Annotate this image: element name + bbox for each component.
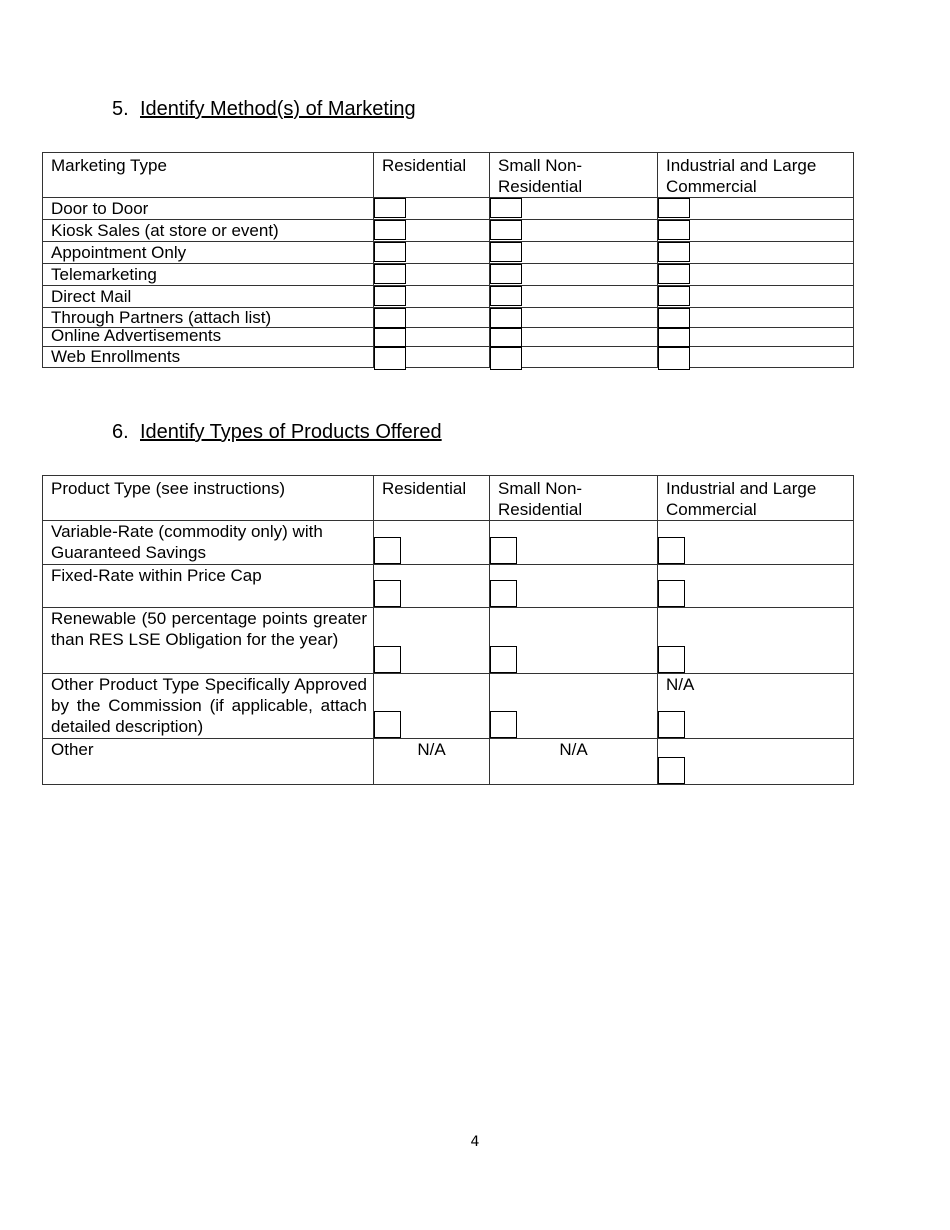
checkbox-small-non-residential[interactable] (490, 220, 522, 240)
row-label: Appointment Only (43, 242, 374, 264)
na-label: N/A (559, 740, 588, 759)
row-label: Variable-Rate (commodity only) with Guaranteed Savings (43, 521, 374, 565)
row-label: Fixed-Rate within Price Cap (43, 565, 374, 608)
products-table (42, 475, 854, 785)
section-5-heading (112, 98, 416, 121)
checkbox-industrial-large-commercial[interactable] (658, 286, 690, 306)
checkbox-industrial-large-commercial[interactable] (658, 264, 690, 284)
checkbox-small-non-residential[interactable] (490, 328, 522, 347)
checkbox-industrial-large-commercial[interactable] (658, 198, 690, 218)
checkbox-industrial-large-commercial[interactable] (658, 242, 690, 262)
header-small-non-residential: Small Non-Residential (490, 476, 658, 521)
table-row (43, 608, 854, 674)
checkbox-small-non-residential[interactable] (490, 711, 517, 738)
table-row (43, 328, 854, 347)
header-residential: Residential (374, 153, 490, 198)
table-row (43, 347, 854, 368)
header-industrial-large-commercial: Industrial and Large Commercial (658, 476, 854, 521)
na-label: N/A (666, 675, 695, 694)
checkbox-small-non-residential[interactable] (490, 347, 522, 370)
checkbox-residential[interactable] (374, 328, 406, 347)
section-5-title: Identify Method(s) of Marketing (140, 98, 416, 120)
na-label: N/A (417, 740, 446, 759)
checkbox-small-non-residential[interactable] (490, 242, 522, 262)
checkbox-residential[interactable] (374, 264, 406, 284)
section-5-number: 5. (112, 98, 129, 120)
checkbox-small-non-residential[interactable] (490, 580, 517, 607)
row-label: Web Enrollments (43, 347, 374, 368)
row-label: Door to Door (43, 198, 374, 220)
table-row (43, 739, 854, 785)
table-row (43, 198, 854, 220)
header-product-type: Product Type (see instructions) (43, 476, 374, 521)
row-label: Online Advertisements (43, 328, 374, 347)
marketing-table (42, 152, 854, 368)
table-row (43, 521, 854, 565)
checkbox-industrial-large-commercial[interactable] (658, 646, 685, 673)
row-label: Other (43, 739, 374, 785)
table-row (43, 565, 854, 608)
checkbox-industrial-large-commercial[interactable] (658, 757, 685, 784)
checkbox-industrial-large-commercial[interactable] (658, 308, 690, 328)
row-label: Through Partners (attach list) (43, 308, 374, 328)
page-number: 4 (470, 1134, 480, 1150)
checkbox-small-non-residential[interactable] (490, 646, 517, 673)
row-label: Kiosk Sales (at store or event) (43, 220, 374, 242)
checkbox-residential[interactable] (374, 286, 406, 306)
checkbox-residential[interactable] (374, 646, 401, 673)
checkbox-small-non-residential[interactable] (490, 537, 517, 564)
checkbox-residential[interactable] (374, 220, 406, 240)
table-row (43, 308, 854, 328)
table-row (43, 242, 854, 264)
header-residential: Residential (374, 476, 490, 521)
checkbox-industrial-large-commercial[interactable] (658, 711, 685, 738)
section-6-title: Identify Types of Products Offered (140, 421, 442, 443)
table-row (43, 674, 854, 739)
checkbox-residential[interactable] (374, 242, 406, 262)
section-6-heading (112, 421, 442, 444)
checkbox-industrial-large-commercial[interactable] (658, 328, 690, 347)
checkbox-industrial-large-commercial[interactable] (658, 347, 690, 370)
table-header-row (43, 153, 854, 198)
row-label: Direct Mail (43, 286, 374, 308)
header-marketing-type: Marketing Type (43, 153, 374, 198)
table-row (43, 286, 854, 308)
checkbox-industrial-large-commercial[interactable] (658, 220, 690, 240)
checkbox-residential[interactable] (374, 347, 406, 370)
row-label: Renewable (50 percentage points greater than RES LSE Obligation for the year) (43, 608, 374, 674)
checkbox-residential[interactable] (374, 711, 401, 738)
checkbox-industrial-large-commercial[interactable] (658, 537, 685, 564)
section-6-number: 6. (112, 421, 129, 443)
checkbox-residential[interactable] (374, 580, 401, 607)
table-row (43, 264, 854, 286)
checkbox-small-non-residential[interactable] (490, 198, 522, 218)
header-small-non-residential: Small Non-Residential (490, 153, 658, 198)
checkbox-small-non-residential[interactable] (490, 286, 522, 306)
checkbox-small-non-residential[interactable] (490, 308, 522, 328)
checkbox-industrial-large-commercial[interactable] (658, 580, 685, 607)
header-industrial-large-commercial: Industrial and Large Commercial (658, 153, 854, 198)
table-header-row (43, 476, 854, 521)
table-row (43, 220, 854, 242)
checkbox-small-non-residential[interactable] (490, 264, 522, 284)
checkbox-residential[interactable] (374, 198, 406, 218)
checkbox-residential[interactable] (374, 308, 406, 328)
row-label: Other Product Type Specifically Approved by the Commission (if applicable, attach detailed description) (43, 674, 374, 739)
row-label: Telemarketing (43, 264, 374, 286)
checkbox-residential[interactable] (374, 537, 401, 564)
